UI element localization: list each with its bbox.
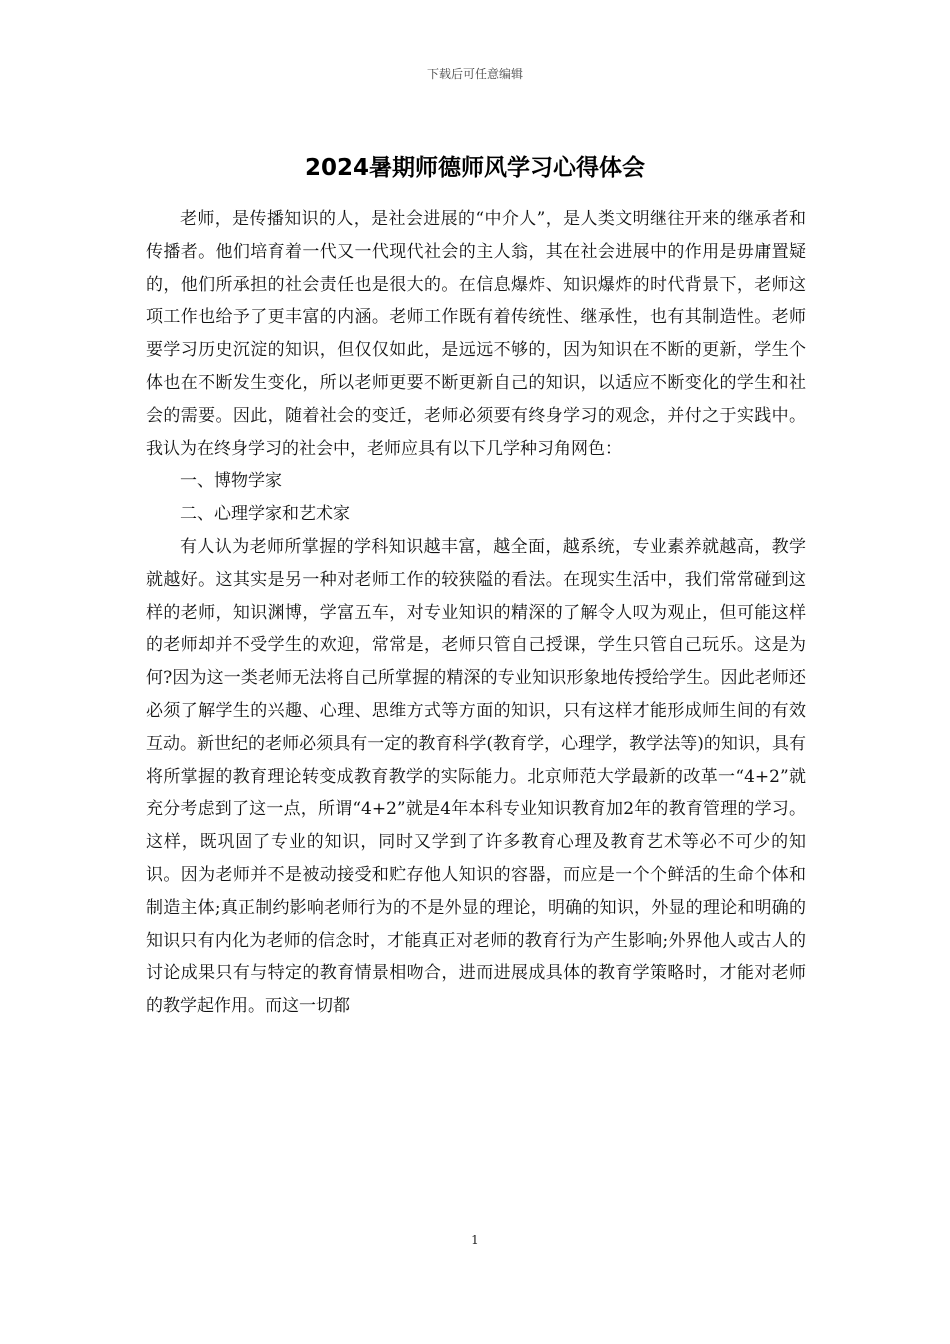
document-title: 2024暑期师德师风学习心得体会: [304, 155, 645, 181]
page-number: 1: [471, 1233, 479, 1247]
body-paragraph-intro: 老师，是传播知识的人，是社会进展的“中介人”，是人类文明继往开来的继承者和传播者。他们培育着一代又一代现代社会的主人翁，其在社会进展中的作用是毋庸置疑的，他们所承担的社会责任也是很大的。在信息爆炸、知识爆炸的时代背景下，老师这项工作也给予了更丰富的内涵。老师工作既有着传统性、继承性，也有其制造性。老师要学习历史沉淀的知识，但仅仅如此，是远远不够的，因为知识在不断的更新，学生个体也在不断发生变化，所以老师更要不断更新自己的知识，以适应不断变化的学生和社会的需要。因此，随着社会的变迁，老师必须要有终身学习的观念，并付之于实践中。我认为在终身学习的社会中，老师应具有以下几学种习角网色：: [146, 209, 806, 459]
body-heading-naturalist: 一、博物学家: [180, 471, 282, 492]
body-heading-psychologist-artist: 二、心理学家和艺术家: [180, 504, 350, 525]
body-paragraph-main: 有人认为老师所掌握的学科知识越丰富，越全面，越系统，专业素养就越高，教学就越好。这其实是另一种对老师工作的较狭隘的看法。在现实生活中，我们常常碰到这样的老师，知识渊博，学富五车，对专业知识的精深的了解令人叹为观止，但可能这样的老师却并不受学生的欢迎，常常是，老师只管自己授课，学生只管自己玩乐。这是为何?因为这一类老师无法将自己所掌握的精深的专业知识形象地传授给学生。因此老师还必须了解学生的兴趣、心理、思维方式等方面的知识，只有这样才能形成师生间的有效互动。新世纪的老师必须具有一定的教育科学(教育学，心理学，教学法等)的知识，具有将所掌握的教育理论转变成教育教学的实际能力。北京师范大学最新的改革一“4+2”就充分考虑到了这一点，所谓“4+2”就是4年本科专业知识教育加2年的教育管理的学习。这样，既巩固了专业的知识，同时又学到了许多教育心理及教育艺术等必不可少的知识。因为老师并不是被动接受和贮存他人知识的容器，而应是一个个鲜活的生命个体和制造主体;真正制约影响老师行为的不是外显的理论，明确的知识，外显的理论和明确的知识只有内化为老师的信念时，才能真正对老师的教育行为产生影响;外界他人或古人的讨论成果只有与特定的教育情景相吻合，进而进展成具体的教育学策略时，才能对老师的教学起作用。而这一切都: [146, 536, 806, 1017]
document-body: [146, 203, 806, 1023]
page-header-note: 下载后可任意编辑: [426, 67, 523, 81]
